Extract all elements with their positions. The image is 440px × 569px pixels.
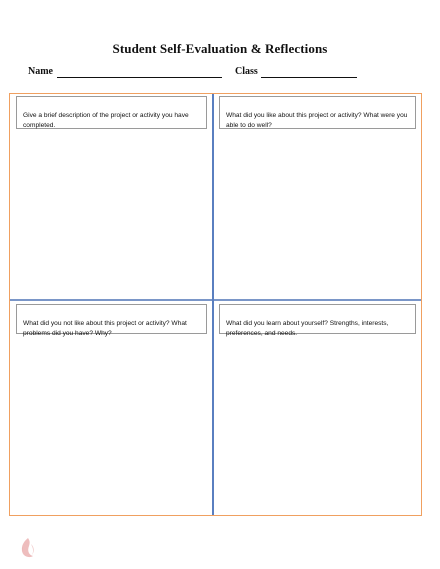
prompt-project-description: Give a brief description of the project or activity you have completed. [16,96,207,129]
class-line[interactable] [261,77,357,78]
vertical-divider [212,94,214,515]
name-line[interactable] [57,77,222,78]
prompt-learned-about-self: What did you learn about yourself? Strengths, interests, preferences, and needs. [219,304,416,334]
horizontal-divider-left [10,299,212,301]
prompt-liked-did-well: What did you like about this project or activity? What were you able to do well? [219,96,416,129]
prompt-disliked-problems: What did you not like about this project or activity? What problems did you have? Why? [16,304,207,334]
reflection-grid [9,93,422,516]
class-label: Class [235,66,258,77]
name-label: Name [28,66,53,77]
horizontal-divider-right [214,299,421,301]
flame-logo-icon [16,536,40,560]
page-title: Student Self-Evaluation & Reflections [112,41,328,56]
